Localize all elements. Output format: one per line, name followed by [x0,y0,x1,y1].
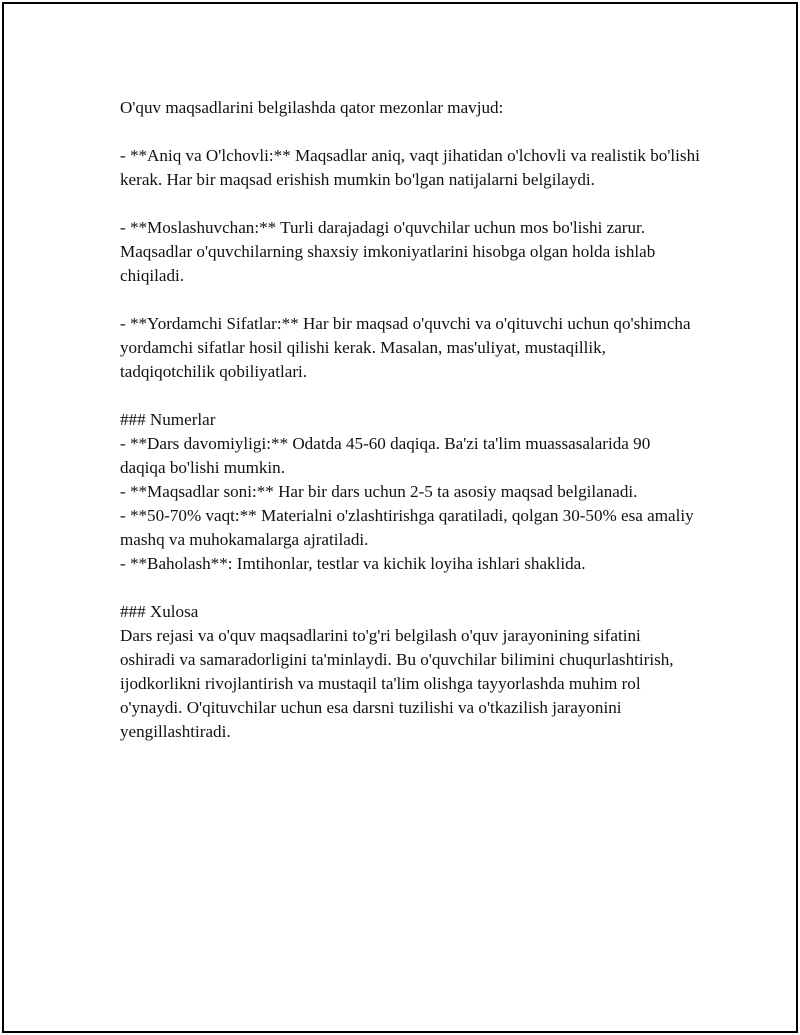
numerlar-item-dars-davomiyligi: - **Dars davomiyligi:** Odatda 45-60 daqiqa. Ba'zi ta'lim muassasalarida 90 daqiqa bo'lishi mumkin. [120,434,651,477]
numerlar-heading: ### Numerlar [120,410,216,429]
numerlar-item-maqsadlar-soni: - **Maqsadlar soni:** Har bir dars uchun 2-5 ta asosiy maqsad belgilanadi. [120,482,638,501]
xulosa-heading: ### Xulosa [120,602,199,621]
numerlar-item-vaqt: - **50-70% vaqt:** Materialni o'zlashtirishga qaratiladi, qolgan 30-50% esa amaliy mashq va muhokamalarga ajratiladi. [120,506,694,549]
spacer [120,288,700,312]
spacer [120,384,700,408]
spacer [120,120,700,144]
numerlar-item-baholash: - **Baholash**: Imtihonlar, testlar va kichik loyiha ishlari shaklida. [120,554,586,573]
document-body [120,96,700,744]
criteria-item-moslashuvchan: - **Moslashuvchan:** Turli darajadagi o'quvchilar uchun mos bo'lishi zarur. Maqsadlar o'quvchilarning shaxsiy imkoniyatlarini hisobga olgan holda ishlab chiqiladi. [120,218,656,285]
criteria-item-yordamchi: - **Yordamchi Sifatlar:** Har bir maqsad o'quvchi va o'qituvchi uchun qo'shimcha yordamchi sifatlar hosil qilishi kerak. Masalan, mas'uliyat, mustaqillik, tadqiqotchilik qobiliyatlari. [120,314,691,381]
criteria-item-aniq: - **Aniq va O'lchovli:** Maqsadlar aniq, vaqt jihatidan o'lchovli va realistik bo'lishi kerak. Har bir maqsad erishish mumkin bo'lgan natijalarni belgilaydi. [120,146,700,189]
page-frame [2,2,798,1033]
spacer [120,576,700,600]
intro-paragraph: O'quv maqsadlarini belgilashda qator mezonlar mavjud: [120,98,504,117]
spacer [120,192,700,216]
xulosa-paragraph: Dars rejasi va o'quv maqsadlarini to'g'ri belgilash o'quv jarayonining sifatini oshiradi va samaradorligini ta'minlaydi. Bu o'quvchilar bilimini chuqurlashtirish, ijodkorlikni rivojlantirish va mustaqil ta'lim olishga tayyorlashda muhim rol o'ynaydi. O'qituvchilar uchun esa darsni tuzilishi va o'tkazilish jarayonini yengillashtiradi. [120,626,674,741]
